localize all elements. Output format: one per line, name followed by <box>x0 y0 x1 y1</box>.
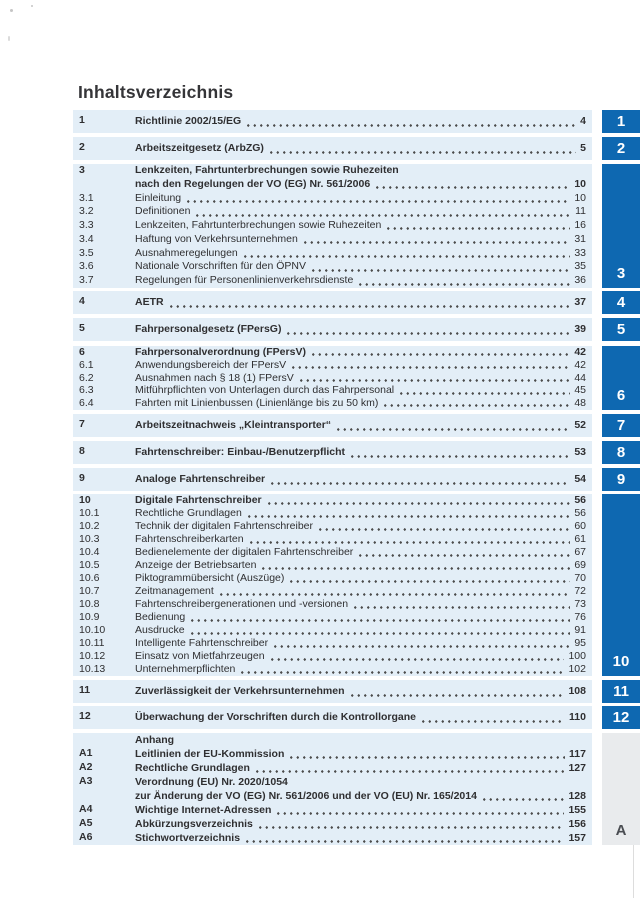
row-page-number: 91 <box>574 624 586 636</box>
row-title: Bedienung <box>135 611 186 623</box>
side-tab-4: 4 <box>602 291 640 314</box>
dotted-leader <box>349 684 565 699</box>
row-number: 10 <box>79 494 91 506</box>
row-number: 11 <box>79 684 91 696</box>
side-tab-A: A <box>602 733 640 845</box>
toc-row <box>73 295 592 310</box>
dotted-leader <box>257 817 565 831</box>
row-number: 2 <box>79 141 85 153</box>
row-title: Zeitmanagement <box>135 585 214 597</box>
row-number: 6.2 <box>79 371 94 384</box>
toc-row <box>73 114 592 129</box>
row-title: Wichtige Internet-Adressen <box>135 804 272 816</box>
toc-row <box>73 192 592 206</box>
row-page-number: 10 <box>574 177 586 190</box>
toc-section-11 <box>73 680 592 703</box>
dotted-leader <box>266 494 571 507</box>
row-title: Technik der digitalen Fahrtenschreiber <box>135 520 314 532</box>
row-page-number: 61 <box>574 533 586 545</box>
toc-row <box>73 611 592 624</box>
row-page-number: 42 <box>574 346 586 358</box>
row-title: Arbeitszeitgesetz (ArbZG) <box>135 142 264 154</box>
row-title: Einleitung <box>135 191 182 204</box>
row-page-number: 4 <box>580 115 586 127</box>
toc-row <box>73 572 592 585</box>
row-number: 10.8 <box>79 598 100 610</box>
row-title: Piktogrammübersicht (Auszüge) <box>135 572 285 584</box>
scan-artifact <box>31 5 33 7</box>
toc-row <box>73 346 592 359</box>
row-title: Ausnahmeregelungen <box>135 246 238 259</box>
row-number: 6.1 <box>79 358 94 371</box>
dotted-leader <box>242 247 571 261</box>
dotted-leader <box>310 260 570 274</box>
toc-section-7 <box>73 414 592 437</box>
toc-row <box>73 585 592 598</box>
toc-row <box>73 384 592 397</box>
row-number: A1 <box>79 747 93 759</box>
row-number: A4 <box>79 803 93 815</box>
dotted-leader <box>189 624 571 637</box>
dotted-leader <box>298 372 571 385</box>
row-number: 10.3 <box>79 533 100 545</box>
row-title: Anwendungsbereich der FPersV <box>135 358 287 371</box>
row-number: A3 <box>79 775 93 787</box>
row-title: Lenkzeiten, Fahrtunterbrechungen sowie Ruhezeiten <box>135 163 399 176</box>
row-page-number: 60 <box>574 520 586 532</box>
toc-row <box>73 322 592 337</box>
row-number: 3.4 <box>79 232 94 245</box>
toc-row <box>73 710 592 725</box>
row-page-number: 155 <box>568 804 586 816</box>
row-page-number: 44 <box>574 371 586 384</box>
toc-section-1 <box>73 110 592 133</box>
row-title: Ausdrucke <box>135 624 185 636</box>
side-tab-1: 1 <box>602 110 640 133</box>
toc-row <box>73 684 592 699</box>
row-page-number: 35 <box>574 260 586 273</box>
toc-row <box>73 418 592 433</box>
row-number: 10.6 <box>79 572 100 584</box>
row-page-number: 45 <box>574 384 586 397</box>
row-page-number: 110 <box>569 711 586 723</box>
dotted-leader <box>245 114 576 129</box>
row-number: 6.4 <box>79 397 94 410</box>
row-page-number: 10 <box>574 191 586 204</box>
toc-row <box>73 359 592 372</box>
toc-row <box>73 831 592 845</box>
dotted-leader <box>382 397 570 410</box>
dotted-leader <box>272 637 570 650</box>
row-number: 10.12 <box>79 650 106 662</box>
row-number: 3.7 <box>79 274 94 287</box>
row-number: 10.2 <box>79 520 100 532</box>
dotted-leader <box>481 789 565 803</box>
row-number: 9 <box>79 472 85 484</box>
toc-row <box>73 445 592 460</box>
toc-row <box>73 775 592 803</box>
dotted-leader <box>185 192 570 206</box>
row-page-number: 76 <box>574 611 586 623</box>
row-title: Digitale Fahrtenschreiber <box>135 494 262 506</box>
toc-row <box>73 650 592 663</box>
row-number: 3.3 <box>79 219 94 232</box>
toc-row <box>73 546 592 559</box>
toc-section-5 <box>73 318 592 341</box>
dotted-leader <box>357 274 570 288</box>
row-number: 10.4 <box>79 546 100 558</box>
row-page-number: 67 <box>574 546 586 558</box>
row-title: Verordnung (EU) Nr. 2020/1054 <box>135 776 288 788</box>
side-tab-12: 12 <box>602 706 640 729</box>
toc-row <box>73 747 592 761</box>
row-title: Fahrtenschreiberkarten <box>135 533 244 545</box>
row-title: Haftung von Verkehrsunternehmen <box>135 232 298 245</box>
row-title: Abkürzungsverzeichnis <box>135 818 253 830</box>
row-page-number: 128 <box>568 790 586 802</box>
dotted-leader <box>420 710 565 725</box>
row-number: 10.10 <box>79 624 106 636</box>
row-page-number: 56 <box>574 507 586 519</box>
dotted-leader <box>302 233 570 247</box>
toc-row <box>73 733 592 747</box>
row-page-number: 54 <box>574 473 586 485</box>
dotted-leader <box>239 663 564 676</box>
row-number: 5 <box>79 322 85 334</box>
dotted-leader <box>246 507 570 520</box>
row-title: Fahrpersonalverordnung (FPersV) <box>135 346 306 358</box>
row-number: A6 <box>79 831 93 843</box>
row-title: zur Änderung der VO (EG) Nr. 561/2006 und der VO (EU) Nr. 165/2014 <box>135 790 477 802</box>
row-title: Überwachung der Vorschriften durch die Kontrollorgane <box>135 711 417 723</box>
row-number: A2 <box>79 761 93 773</box>
row-title: Nationale Vorschriften für den ÖPNV <box>135 260 307 273</box>
row-title: nach den Regelungen der VO (EG) Nr. 561/2006 <box>135 177 371 190</box>
row-number: 10.11 <box>79 637 105 649</box>
dotted-leader <box>349 445 570 460</box>
row-title: Regelungen für Personenlinienverkehrsdienste <box>135 274 354 287</box>
dotted-leader <box>269 472 570 487</box>
dotted-leader <box>288 572 570 585</box>
side-tab-6: 6 <box>602 346 640 410</box>
dotted-leader <box>268 141 576 156</box>
row-page-number: 39 <box>574 323 586 335</box>
row-title: Fahrten mit Linienbussen (Linienlänge bis zu 50 km) <box>135 397 379 410</box>
row-number: 6 <box>79 346 85 358</box>
side-tab-3: 3 <box>602 164 640 288</box>
toc-row <box>73 247 592 261</box>
toc-row <box>73 274 592 288</box>
toc-section-6 <box>73 346 592 410</box>
row-number: 3.6 <box>79 260 94 273</box>
toc-row <box>73 637 592 650</box>
row-page-number: 70 <box>574 572 586 584</box>
dotted-leader <box>310 346 570 359</box>
side-tab-7: 7 <box>602 414 640 437</box>
row-page-number: 102 <box>568 663 586 675</box>
dotted-leader <box>260 559 570 572</box>
row-title: Richtlinie 2002/15/EG <box>135 115 242 127</box>
row-number: 10.7 <box>79 585 100 597</box>
dotted-leader <box>189 611 570 624</box>
row-title: Fahrpersonalgesetz (FPersG) <box>135 323 282 335</box>
row-title: Analoge Fahrtenschreiber <box>135 473 266 485</box>
side-tab-10: 10 <box>602 494 640 676</box>
dotted-leader <box>288 747 565 761</box>
row-page-number: 11 <box>575 205 586 218</box>
dotted-leader <box>248 533 571 546</box>
row-title: Definitionen <box>135 205 191 218</box>
row-title: Anzeige der Betriebsarten <box>135 559 257 571</box>
toc-section-8 <box>73 441 592 464</box>
dotted-leader <box>269 650 565 663</box>
dotted-leader <box>218 585 571 598</box>
side-tab-8: 8 <box>602 441 640 464</box>
row-title: Mitführpflichten von Unterlagen durch das Fahrpersonal <box>135 384 395 397</box>
side-tab-9: 9 <box>602 468 640 491</box>
row-title: Arbeitszeitnachweis „Kleintransporter“ <box>135 419 332 431</box>
row-title: Bedienelemente der digitalen Fahrtenschreiber <box>135 546 354 558</box>
row-page-number: 95 <box>574 637 586 649</box>
row-number <box>73 733 135 747</box>
dotted-leader <box>244 831 564 845</box>
toc-row <box>73 397 592 410</box>
toc-section-10 <box>73 494 592 676</box>
row-page-number: 31 <box>574 232 586 245</box>
row-number: A5 <box>79 817 93 829</box>
dotted-leader <box>168 295 571 310</box>
row-page-number: 156 <box>568 818 586 830</box>
row-page-number: 52 <box>574 419 586 431</box>
row-page-number: 5 <box>580 142 586 154</box>
row-number: 3 <box>79 163 85 176</box>
dotted-leader <box>254 761 565 775</box>
row-page-number: 37 <box>574 296 586 308</box>
row-title: Leitlinien der EU-Kommission <box>135 748 285 760</box>
toc-row <box>73 624 592 637</box>
row-title: Intelligente Fahrtenschreiber <box>135 637 269 649</box>
row-number: 4 <box>79 295 85 307</box>
dotted-leader <box>398 384 570 397</box>
row-number: 8 <box>79 445 85 457</box>
dotted-leader <box>194 205 571 219</box>
toc-row <box>73 761 592 775</box>
row-page-number: 69 <box>574 559 586 571</box>
row-title: Ausnahmen nach § 18 (1) FPersV <box>135 371 294 384</box>
row-page-number: 36 <box>574 274 586 287</box>
row-page-number: 33 <box>574 246 586 259</box>
toc-row <box>73 233 592 247</box>
dotted-leader <box>335 418 570 433</box>
dotted-leader <box>285 322 570 337</box>
row-page-number: 42 <box>574 358 586 371</box>
scan-artifact <box>633 845 634 898</box>
row-page-number: 100 <box>568 650 586 662</box>
toc-section-9 <box>73 468 592 491</box>
toc-row <box>73 164 592 192</box>
page-title: Inhaltsverzeichnis <box>78 82 234 102</box>
row-title: Unternehmerpflichten <box>135 663 236 675</box>
row-page-number: 72 <box>574 585 586 597</box>
row-number: 12 <box>79 710 91 722</box>
toc-row <box>73 817 592 831</box>
row-title: Rechtliche Grundlagen <box>135 762 250 774</box>
row-page-number: 127 <box>568 762 586 774</box>
row-number: 7 <box>79 418 85 430</box>
toc-row <box>73 520 592 533</box>
row-title: Stichwortverzeichnis <box>135 832 241 844</box>
row-page-number: 56 <box>574 494 586 506</box>
scan-artifact <box>10 9 13 12</box>
toc-section-4 <box>73 291 592 314</box>
toc-section-3 <box>73 164 592 288</box>
row-title: Fahrtenschreiber: Einbau-/Benutzerpflicht <box>135 446 346 458</box>
side-tab-5: 5 <box>602 318 640 341</box>
toc-section-2 <box>73 137 592 160</box>
row-page-number: 117 <box>569 748 586 760</box>
toc-row <box>73 372 592 385</box>
side-tab-11: 11 <box>602 680 640 703</box>
toc-row <box>73 494 592 507</box>
toc-row <box>73 205 592 219</box>
toc-section-A <box>73 733 592 845</box>
toc-row <box>73 559 592 572</box>
side-tab-2: 2 <box>602 137 640 160</box>
toc-row <box>73 533 592 546</box>
toc-row <box>73 803 592 817</box>
toc-row <box>73 663 592 676</box>
toc-row <box>73 598 592 611</box>
dotted-leader <box>290 359 570 372</box>
row-page-number: 53 <box>574 446 586 458</box>
row-title: AETR <box>135 296 164 308</box>
dotted-leader <box>357 546 570 559</box>
toc-row <box>73 219 592 233</box>
row-page-number: 108 <box>568 685 586 697</box>
dotted-leader <box>352 598 570 611</box>
dotted-leader <box>275 803 564 817</box>
row-title: Zuverlässigkeit der Verkehrsunternehmen <box>135 685 345 697</box>
row-number: 6.3 <box>79 384 94 397</box>
toc-row <box>73 507 592 520</box>
toc-row <box>73 260 592 274</box>
row-number: 10.5 <box>79 559 100 571</box>
toc-row <box>73 141 592 156</box>
row-title: Lenkzeiten, Fahrtunterbrechungen sowie Ruhezeiten <box>135 219 382 232</box>
row-number: 3.2 <box>79 205 94 218</box>
dotted-leader <box>374 178 570 192</box>
row-title: Anhang <box>135 734 175 746</box>
row-number: 10.9 <box>79 611 100 623</box>
row-page-number: 16 <box>574 219 586 232</box>
row-number: 3.5 <box>79 246 94 259</box>
row-number: 10.13 <box>79 663 106 675</box>
toc-section-12 <box>73 706 592 729</box>
row-page-number: 157 <box>568 832 586 844</box>
row-page-number: 73 <box>574 598 586 610</box>
row-title: Rechtliche Grundlagen <box>135 507 242 519</box>
dotted-leader <box>317 520 570 533</box>
toc-row <box>73 472 592 487</box>
row-title: Fahrtenschreibergenerationen und -versionen <box>135 598 349 610</box>
row-number: 3.1 <box>79 191 94 204</box>
row-title: Einsatz von Mietfahrzeugen <box>135 650 265 662</box>
row-number: 1 <box>79 114 85 126</box>
dotted-leader <box>385 219 570 233</box>
scan-artifact <box>8 36 10 41</box>
row-number: 10.1 <box>79 507 100 519</box>
row-page-number: 48 <box>574 397 586 410</box>
